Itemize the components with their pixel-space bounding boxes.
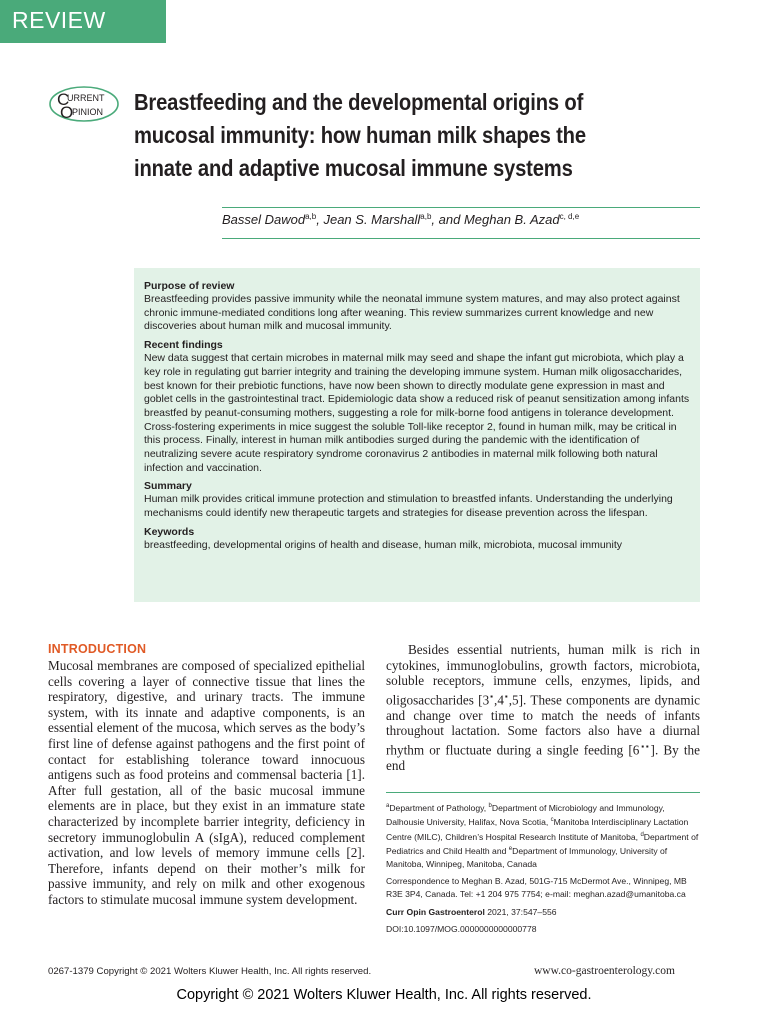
current-opinion-logo [48,85,120,123]
affil-sup: c [550,817,554,824]
logo-line2: PINION [72,107,104,117]
ref-mark: ▪ [503,691,509,701]
affil-sup: d [640,831,644,838]
right-column [386,642,700,774]
affil-sup: a [386,803,390,809]
introduction-heading: INTRODUCTION [48,642,147,656]
author-list [222,212,579,227]
journal-volume: 2021, 37:547–556 [484,906,557,917]
author-affil-sup: a,b [420,212,432,221]
ref-mark: ▪ [489,691,495,701]
findings-heading: Recent findings [144,339,223,352]
affil-sup: b [488,803,492,809]
authors-rule-top [222,207,700,208]
current-opinion-logo-icon [48,85,120,123]
logo-letter-c: C [57,90,70,109]
logo-line1: URRENT [67,93,105,103]
body-paragraph [386,642,700,774]
affil-text: Department of Immunology, University of Manitoba, Winnipeg, Manitoba, Canada [386,846,668,869]
author-name: Meghan B. Azad [463,212,560,227]
title-line: Breastfeeding and the developmental origins of [134,89,584,115]
article-title [134,86,734,185]
logo-letter-o: O [60,103,74,122]
findings-text: New data suggest that certain microbes in maternal milk may seed and shape the infant gut microbiota, which play a key role in regulating gut barrier integrity and training the developing immune system. Human milk oligosaccharides, best known for their prebiotic functions, have now been shown to directly modulate gene expression in mast and goblet cells in the gastrointestinal tract. Epidemiologic data show a reduced risk of peanut sensitization among infants breastfed by peanut-consuming mothers, suggesting a role for milk-borne food antigens in tolerance development. Cross-fostering experiments in mice suggest the soluble Toll-like receptor 2, found in human milk, may be critical in this process. Finally, interest in human milk antibodies surged during the pandemic with the identification of neutralizing severe acute respiratory syndrome coronavirus 2 antibodies in maternal milk following both natural infection and vaccination. [144,352,690,474]
author-sep: , and [431,212,464,227]
footer-website[interactable]: www.co-gastroenterology.com [534,965,675,977]
journal-name: Curr Opin Gastroenterol [386,906,485,917]
author-affil-sup: a,b [305,212,317,221]
affiliations-rule [386,792,700,793]
body-text-part: Besides essential nutrients, human milk is rich in cytokines, immunoglobulins, growth factors, microbiota, soluble receptors, immune cells, enzymes, lipids, and oligosaccharides [3 [386,642,700,708]
author-name: Bassel Dawod [222,212,306,227]
affil-text: Department of Pediatrics and Child Health and [386,831,699,857]
affil-text: Manitoba Interdisciplinary Lactation Centre (MILC), Children’s Hospital Research Institute of Manitoba, [386,817,689,842]
authors-rule-bottom [222,238,700,239]
purpose-text: Breastfeeding provides passive immunity while the neonatal immune system matures, and may also protect against chronic immune-mediated conditions long after weaning. This review summarizes current knowledge and new discoveries about human milk and mucosal immunity. [144,293,680,333]
affil-sup: e [508,846,513,853]
author-sep: , [316,212,324,227]
summary-heading: Summary [144,480,192,493]
introduction-paragraph: Mucosal membranes are composed of specialized epithelial cells covering a layer of connective tissue that lines the respiratory, digestive, and urinary tracts. The immune system, with its innate and adaptive components, is an essential element of the mucosa, which serves as the body’s first line of defense against pathogens and the first point of contact for establishing tolerance toward innocuous antigens such as food proteins and commensal bacteria [1]. After full gestation, all of the basic mucosal immune elements are in place, but they exist in an immature state characterized by incomplete barrier integrity, deficiency in secretory immunoglobulin A (sIgA), reduced complement activation, and low levels of memory immune cells [2]. Therefore, infants depend on their mother’s milk for passive immunity, and rely on milk and other exogenous factors to stimulate mucosal immune system development. [48,658,365,907]
title-line: mucosal immunity: how human milk shapes the [134,122,586,148]
doi: DOI:10.1097/MOG.0000000000000778 [386,924,537,935]
bottom-copyright: Copyright © 2021 Wolters Kluwer Health, Inc. All rights reserved. [176,987,592,1003]
footer-issn-copyright: 0267-1379 Copyright © 2021 Wolters Kluwer Health, Inc. All rights reserved. [48,966,372,977]
summary-text: Human milk provides critical immune protection and stimulation to breastfed infants. Understanding the underlying mechanisms could identify new therapeutic targets and strategies for disease prevention across the lifespan. [144,493,673,520]
affiliations-block [386,800,700,941]
body-text-part: ,5]. These components are dynamic and change over time to match the needs of infants throughout lactation. Some factors also have a diurnal rhythm or fluctuate during a single feeding [6 [386,692,700,758]
title-line: innate and adaptive mucosal immune systems [134,155,573,181]
left-column [48,642,365,908]
purpose-heading: Purpose of review [144,280,235,292]
abstract-box [134,268,700,602]
keywords-text: breastfeeding, developmental origins of health and disease, human milk, microbiota, mucosal immunity [144,538,622,551]
journal-citation [386,906,700,919]
author-name: Jean S. Marshall [323,212,421,227]
body-text-part: ]. By the end [386,742,700,773]
body-text-part: ,4 [494,692,504,708]
section-tag: REVIEW [0,0,166,43]
ref-mark: ▪▪ [639,741,651,751]
keywords-heading: Keywords [144,525,195,538]
author-affil-sup: c, d,e [559,212,580,221]
affiliation-list [386,800,700,870]
affil-text: Department of Microbiology and Immunology, Dalhousie University, Halifax, Nova Scotia, [386,802,665,828]
affil-text: Department of Pathology, [389,802,489,813]
correspondence: Correspondence to Meghan B. Azad, 501G-715 McDermot Ave., Winnipeg, MB R3E 3P4, Canada. Tel: +1 204 975 7754; e-mail: meghan.azad@umanitoba.ca [386,876,687,899]
